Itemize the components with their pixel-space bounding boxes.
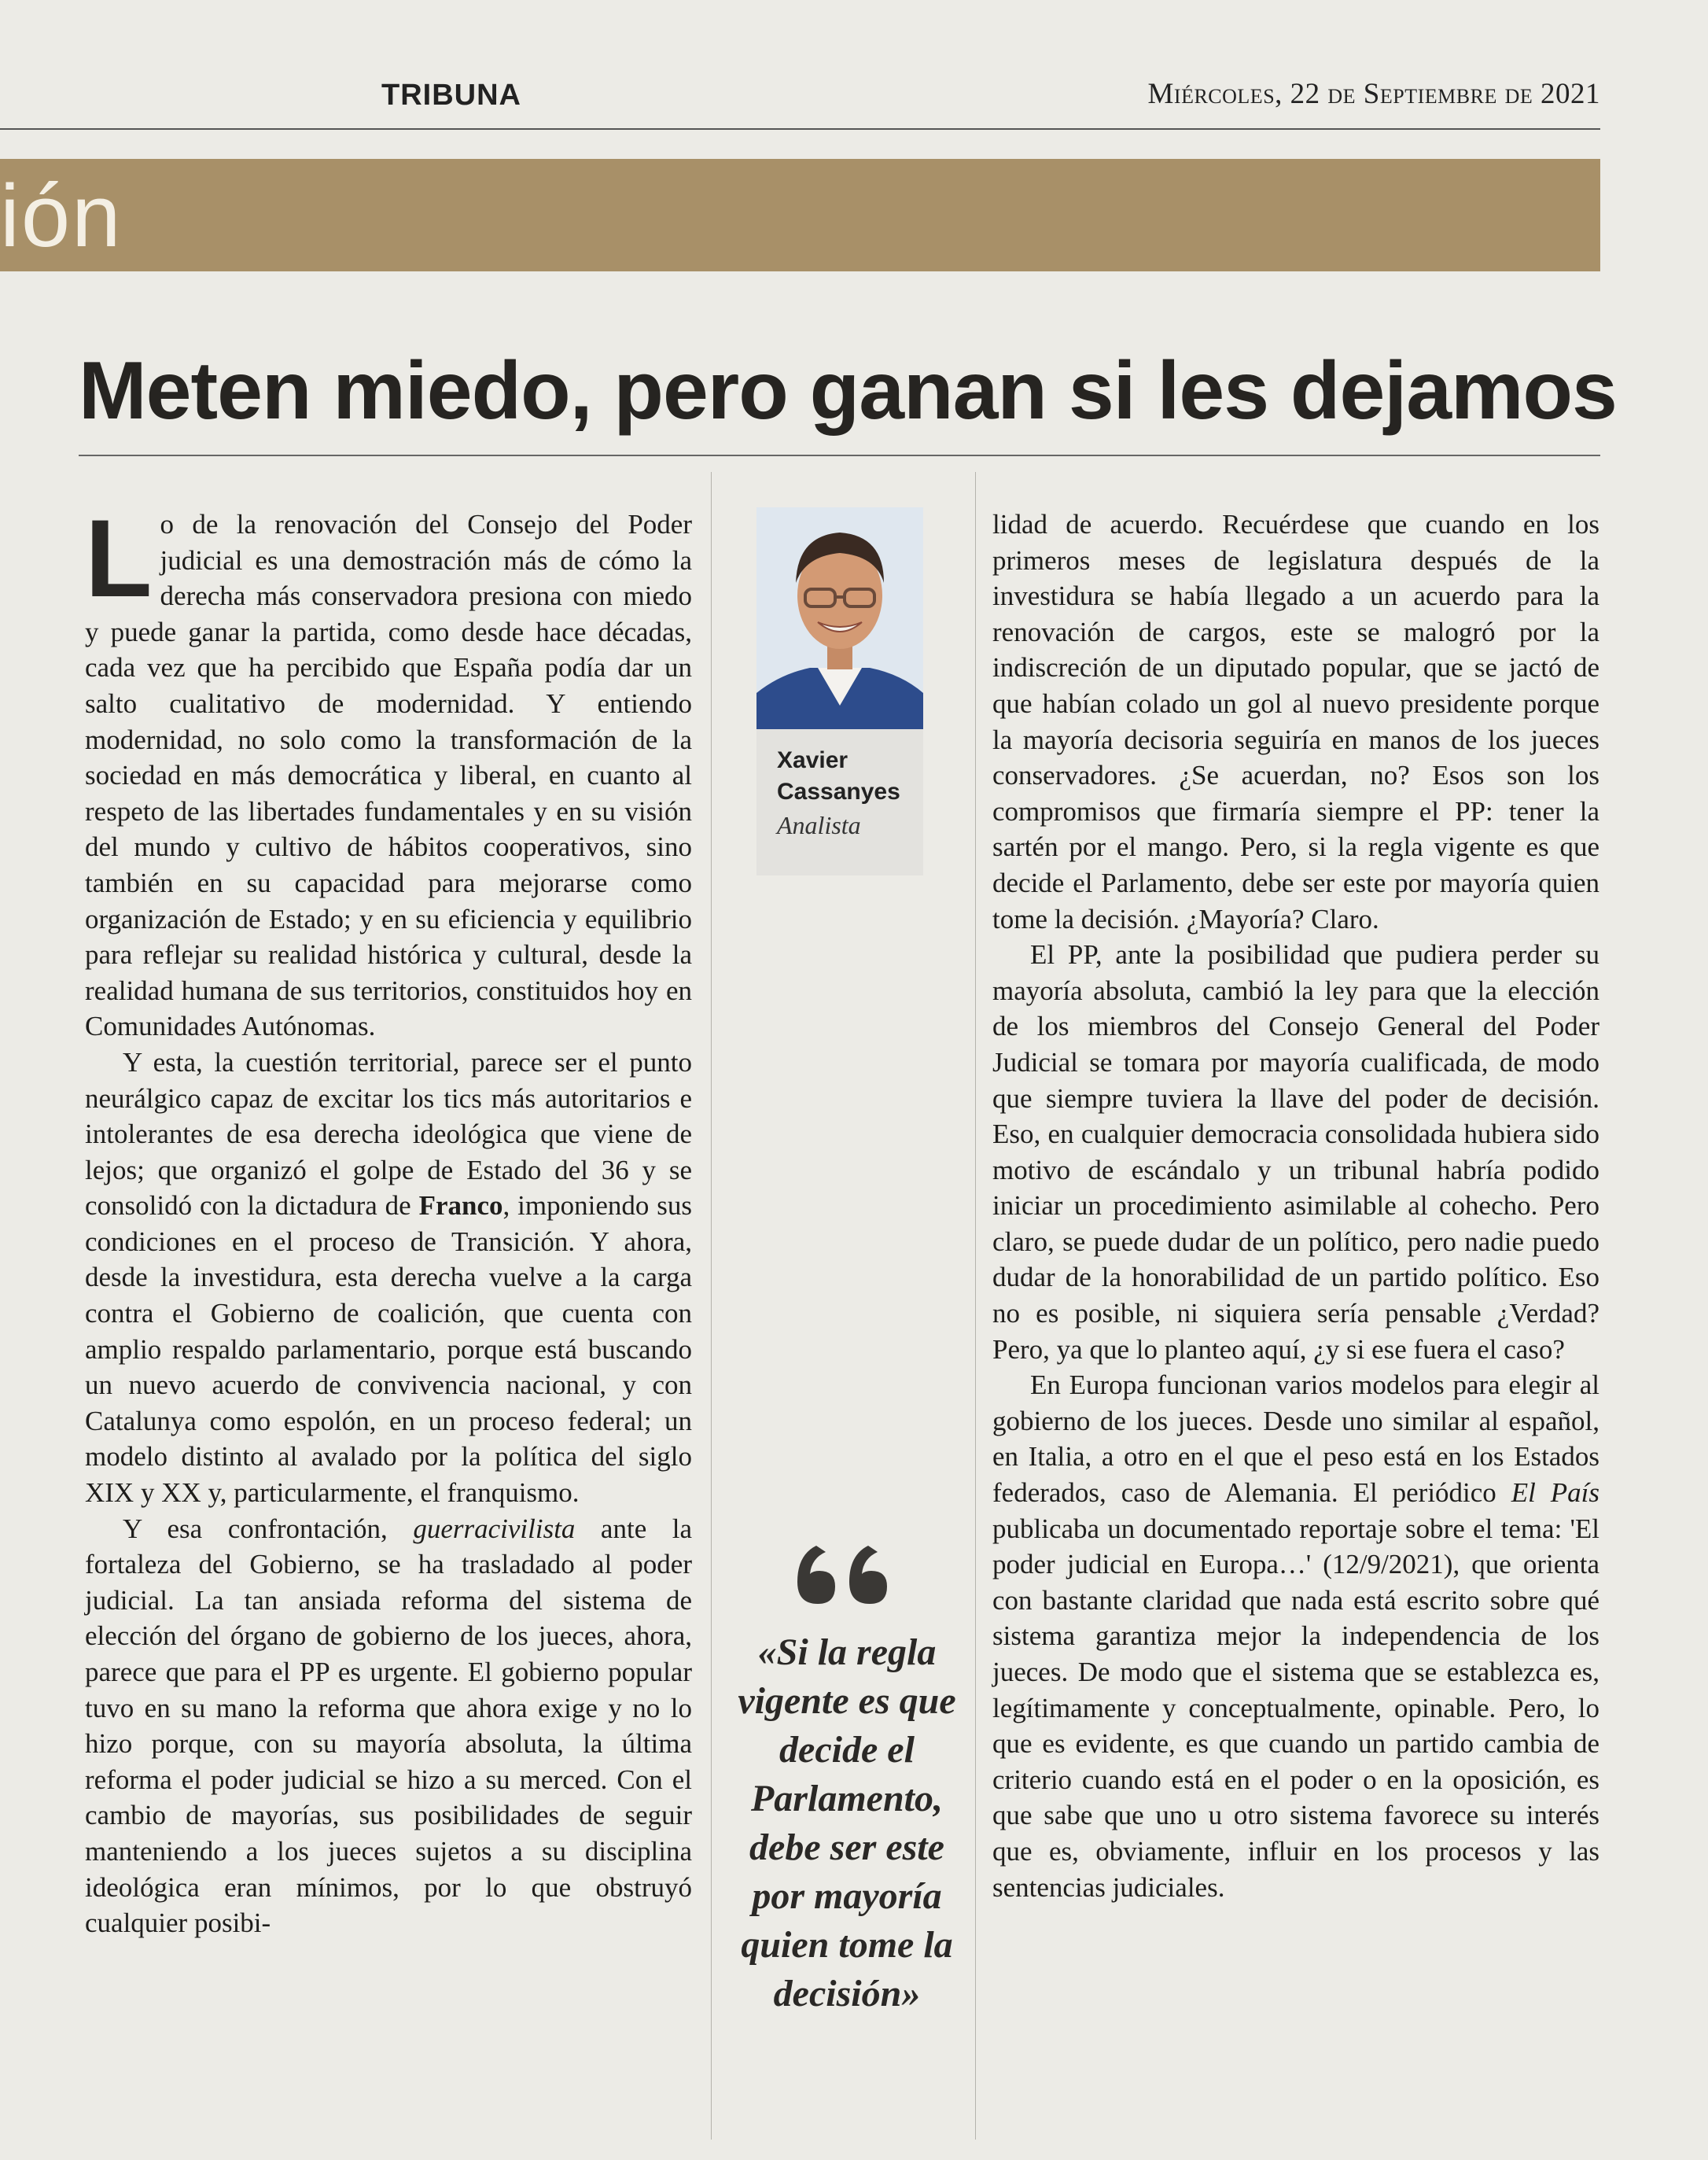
quote-mark-icon (794, 1538, 893, 1609)
pull-quote: «Si la regla vigente es que decide el Parlamento, debe ser este por mayoría quien tome la decisión» (738, 1631, 956, 2014)
article-column-1 (85, 496, 692, 1941)
section-band (0, 159, 1600, 271)
paragraph-text: En Europa funcionan varios modelos para elegir al gobierno de los jueces. Desde uno similar al español, en Italia, a otro en el que el peso está en los Estados federados, caso de Alemania. El periódico (992, 1369, 1599, 1509)
italic-term: guerracivilista (413, 1513, 576, 1544)
italic-newspaper-name: El País (1511, 1477, 1599, 1509)
author-card (756, 507, 923, 875)
author-first-name: Xavier (777, 747, 848, 773)
section-label: TRIBUNA (381, 79, 521, 112)
author-last-name: Cassanyes (777, 779, 900, 805)
paragraph-text: El PP, ante la posibilidad que pudiera perder su mayoría absoluta, cambió la ley para que la elección de los miembros del Consejo General del Poder Judicial se tomara por mayoría cualificada, de modo que siempre tuviera la llave del poder de decisión. Eso, en cualquier democracia consolidada hubiera sido motivo de escándalo y un tribunal habría podido iniciar un procedimiento asimilable al cohecho. Pero claro, se puede dudar de un político, pero nadie puedo dudar de la honorabilidad de un partido político. Eso no es posible, ni siquiera sería pensable ¿Verdad? Pero, ya que lo planteo aquí, ¿y si ese fuera el caso? (992, 939, 1599, 1365)
paragraph (85, 1045, 692, 1511)
author-name (777, 745, 900, 808)
publication-date: Miércoles, 22 de Septiembre de 2021 (1147, 78, 1600, 110)
paragraph-text: ante la fortaleza del Gobierno, se ha trasladado al poder judicial. La tan ansiada reforma del sistema de elección del órgano de gobierno de los jueces, ahora, parece que para el PP es urgente. El gobierno popular tuvo en su mano la reforma que ahora exige y no lo hizo porque, con su mayoría absoluta, la última reforma el poder judicial se hizo a su merced. Con el cambio de mayorías, sus posibilidades de seguir manteniendo a los jueces sujetos a su disciplina ideológica eran mínimos, por lo que obstruyó cualquier posibi- (85, 1513, 692, 1939)
paragraph (992, 507, 1599, 937)
headline-rule (79, 455, 1600, 456)
author-portrait-image (756, 507, 923, 729)
article-column-3 (992, 507, 1599, 1905)
bold-name: Franco (418, 1190, 503, 1222)
author-role: Analista (777, 811, 861, 839)
drop-cap: L (85, 496, 153, 620)
paragraph (85, 1511, 692, 1941)
column-divider-left (711, 472, 712, 2140)
paragraph-text: Y esa confrontación, (123, 1513, 414, 1544)
paragraph (992, 1367, 1599, 1905)
paragraph-text: lidad de acuerdo. Recuérdese que cuando en los primeros meses de legislatura después de la investidura se había llegado a un acuerdo para la renovación de cargos, este se malogró por la indiscreción de un diputado popular, que se jactó de que habían colado un gol al nuevo presidente porque la mayoría decisoria seguiría en manos de los jueces conservadores. ¿Se acuerdan, no? Esos son los compromisos que firmaría siempre el PP: tener la sartén por el mango. Pero, si la regla vigente es que decide el Parlamento, debe ser este por mayoría quien tome la decisión. ¿Mayoría? Claro. (992, 509, 1599, 934)
paragraph (992, 937, 1599, 1367)
masthead-rule (0, 128, 1600, 130)
section-band-text: ión (0, 167, 123, 265)
paragraph-text: o de la renovación del Consejo del Poder judicial es una demostración más de cómo la derecha más conservadora presiona con miedo y puede ganar la partida, como desde hace décadas, cada vez que ha percibido que España podía dar un salto cualitativo de modernidad. Y entiendo modernidad, no solo como la transformación de la sociedad en más democrática y liberal, en cuanto al respeto de las libertades fundamentales y en su visión del mundo y cultivo de hábitos cooperativos, sino también en su capacidad para mejorarse como organización de Estado; y en su eficiencia y equilibrio para reflejar su realidad histórica y cultural, desde la realidad humana de sus territorios, constituidos hoy en Comunidades Autónomas. (85, 509, 692, 1042)
column-divider-right (975, 472, 976, 2140)
author-photo (756, 507, 923, 729)
paragraph (85, 496, 692, 1045)
headline: Meten miedo, pero ganan si les dejamos (79, 345, 1617, 437)
paragraph-text: publicaba un documentado reportaje sobre el tema: 'El poder judicial en Europa…' (12/9/2021), que orienta con bastante claridad que nada está escrito sobre qué sistema garantiza mejor la independencia de los jueces. De modo que el sistema que se establezca es, legítimamente y conceptualmente, opinable. Pero, lo que es evidente, es que cuando un partido cambia de criterio cuando está en el poder o en la oposición, es que sabe que uno u otro sistema favorece su interés que es, obviamente, influir en los procesos y las sentencias judiciales. (992, 1513, 1599, 1903)
paragraph-text: Y esta, la cuestión territorial, parece ser el punto neurálgico capaz de excitar los tics más autoritarios e intolerantes de esa derecha ideológica que viene de lejos; que organizó el golpe de Estado del 36 y se consolidó con la dictadura de (85, 1046, 692, 1222)
paragraph-text: , imponiendo sus condiciones en el proceso de Transición. Y ahora, desde la investidura, esta derecha vuelve a la carga contra el Gobierno de coalición, que cuenta con amplio respaldo parlamentario, porque está buscando un nuevo acuerdo de convivencia nacional, y con Catalunya como espolón, en un proceso federal; un modelo distinto al avalado por la política del siglo XIX y XX y, particularmente, el franquismo. (85, 1190, 692, 1509)
